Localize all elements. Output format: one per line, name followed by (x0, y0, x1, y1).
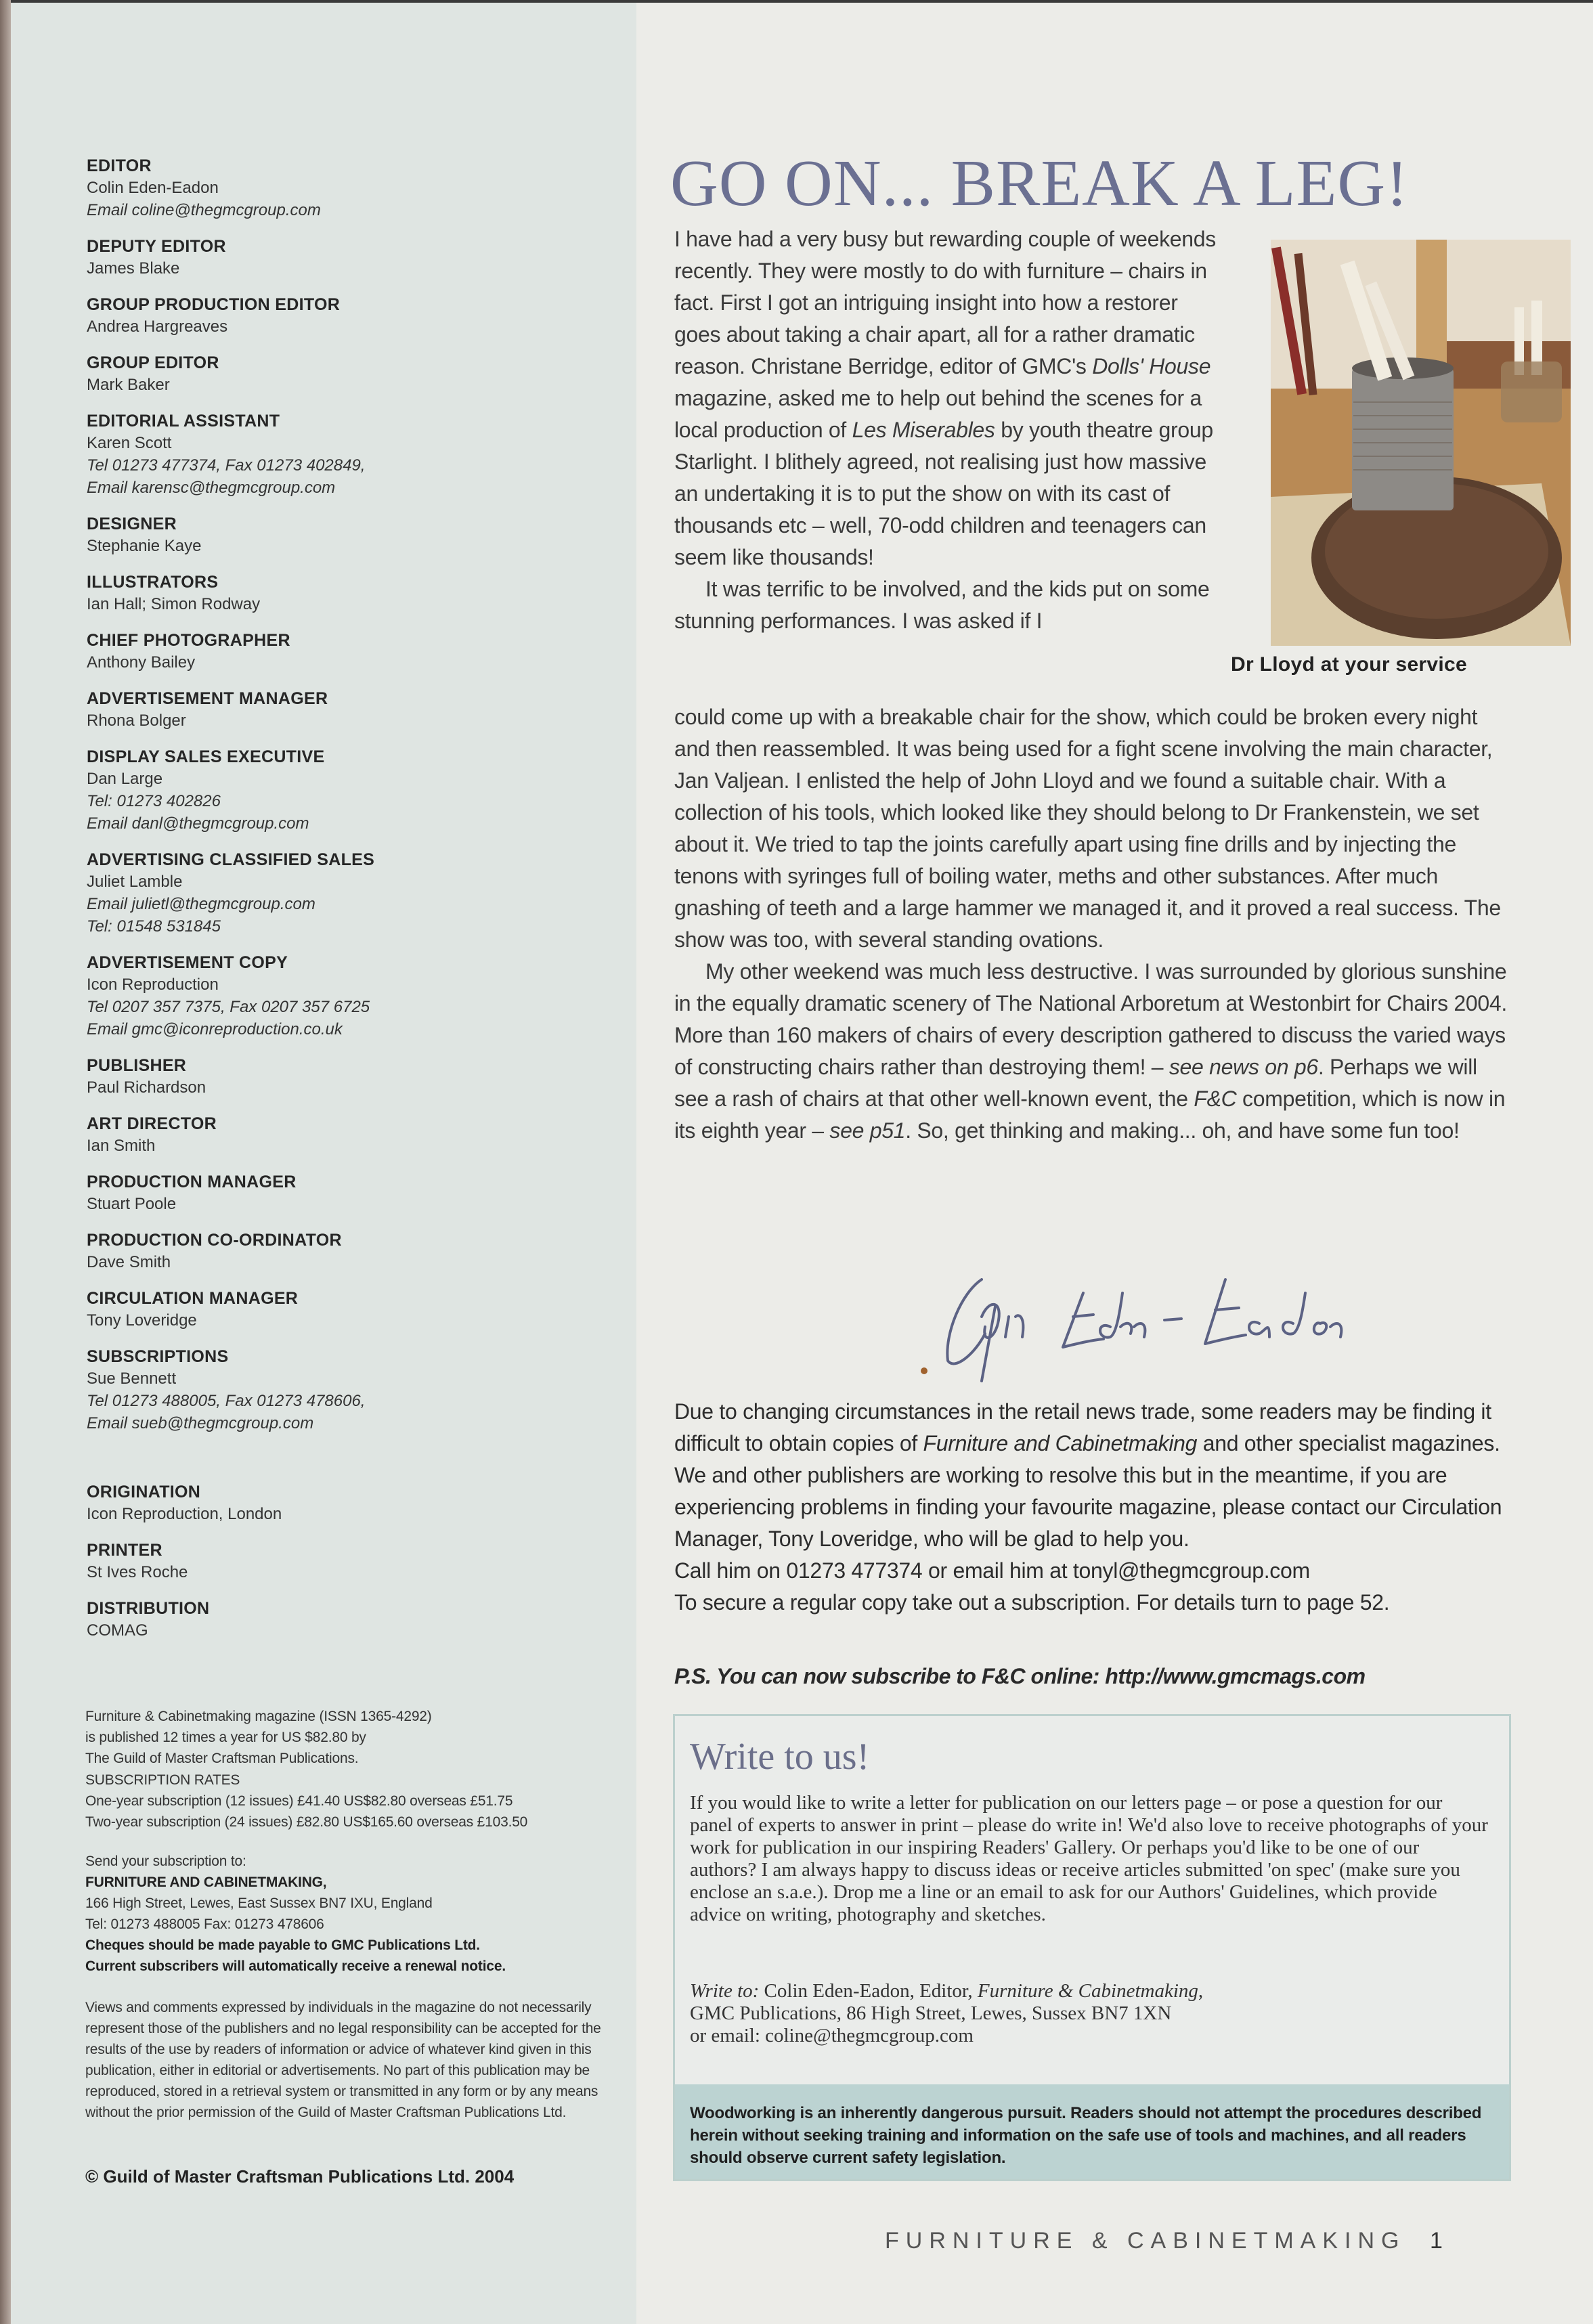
credit-contact: Tel: 01273 402826 (87, 792, 221, 810)
legal-disclaimer: Views and comments expressed by individuals in the magazine do not necessarily represent those of the publishers and no legal responsibility can be accepted for the results of the use by readers of information or advice of whatever kind given in this publication, either in editorial or advertisements. No part of this publication may be reproduced, stored in a retrieval system or transmitted in any form or by any means without the prior permission of the Guild of Master Craftsman Publications Ltd. (85, 2000, 601, 2120)
credit-role: ADVERTISEMENT MANAGER (87, 689, 328, 708)
subscription-rates (85, 1770, 627, 1833)
copyright-notice: © Guild of Master Craftsman Publications Ltd. 2004 (85, 2166, 515, 2187)
credit-role: SUBSCRIPTIONS (87, 1347, 229, 1366)
cheques-note: Cheques should be made payable to GMC Publications Ltd. (85, 1937, 480, 1953)
credit-name: Stuart Poole (87, 1195, 177, 1213)
write-to-us-box (673, 1714, 1511, 2181)
credit-name: Anthony Bailey (87, 653, 196, 672)
credit-role: PRODUCTION MANAGER (87, 1172, 297, 1191)
credit-contact: Tel 01273 477374, Fax 01273 402849, (87, 456, 366, 475)
credit-contact: Email coline@thegmcgroup.com (87, 201, 321, 219)
credit-name: Colin Eden-Eadon (87, 179, 219, 197)
credit-role: PUBLISHER (87, 1056, 187, 1075)
credit-name: Ian Hall; Simon Rodway (87, 595, 261, 613)
credit-contact: Email danl@thegmcgroup.com (87, 814, 309, 833)
issn-line: is published 12 times a year for US $82.80 by (85, 1730, 366, 1745)
credit-role: EDITOR (87, 156, 152, 175)
credit-name: Stephanie Kaye (87, 537, 202, 555)
postal-address: 166 High Street, Lewes, East Sussex BN7 IXU, England (85, 1895, 433, 1911)
credit-role: ADVERTISING CLASSIFIED SALES (87, 850, 375, 869)
article-paragraph-3: My other weekend was much less destructive. I was surrounded by glorious sunshine in the equally dramatic scenery of The National Arboretum at Westonbirt for Chairs 2004. More than 160 makers of chairs of every description gathered to discuss the varied ways of constructing chairs rather than destroying them! – see news on p6. Perhaps we will see a rash of chairs at that other well-known event, the F&C competition, which is now in its eighth year – see p51. So, get thinking and making... oh, and have some fun too! (674, 959, 1507, 1143)
credit-role: ADVERTISEMENT COPY (87, 953, 288, 972)
credit-role: GROUP EDITOR (87, 353, 219, 372)
editor-signature (907, 1252, 1530, 1388)
credit-role: PRINTER (87, 1541, 162, 1560)
credit-contact: Tel 01273 488005, Fax 01273 478606, (87, 1392, 366, 1410)
credit-name: St Ives Roche (87, 1563, 188, 1581)
credit-name: Rhona Bolger (87, 711, 186, 730)
signature-icon (907, 1252, 1530, 1388)
magazine-name: FURNITURE & CABINETMAKING (885, 2228, 1406, 2254)
circulation-notice: Due to changing circumstances in the retail news trade, some readers may be finding it difficult to obtain copies of Furniture and Cabinetmaking and other specialist magazines. We and other publishers are working to resolve this but in the meantime, if you are experiencing problems in finding your favourite magazine, please contact our Circulation Manager, Tony Loveridge, who will be glad to help you. Call him on 01273 477374 or email him at tonyl@thegmcgroup.com To secure a regular copy take out a subscription. For details turn to page 52. (674, 1396, 1514, 1619)
credit-name: Juliet Lamble (87, 873, 183, 891)
issn-line: The Guild of Master Craftsman Publications. (85, 1751, 359, 1766)
page-title: GO ON... BREAK A LEG! (670, 147, 1409, 220)
masthead-credits (87, 156, 615, 1642)
credit-role: CHIEF PHOTOGRAPHER (87, 631, 290, 650)
page-number: 1 (1429, 2228, 1449, 2254)
credit-name: Dave Smith (87, 1253, 171, 1271)
editor-email: or email: coline@thegmcgroup.com (690, 2025, 974, 2046)
credit-name: Paul Richardson (87, 1078, 206, 1097)
credit-role: ILLUSTRATORS (87, 573, 219, 592)
rates-heading: SUBSCRIPTION RATES (85, 1772, 240, 1788)
article-photo (1271, 240, 1571, 646)
issn-statement (85, 1706, 627, 1769)
credit-name: James Blake (87, 259, 180, 278)
credit-name: Dan Large (87, 770, 163, 788)
tel-fax: Tel: 01273 488005 Fax: 01273 478606 (85, 1916, 324, 1932)
article-paragraph-2 (674, 701, 1507, 1147)
write-to-us-body: If you would like to write a letter for publication on our letters page – or pose a question for our panel of experts to answer in print – please do write in! We'd also love to receive photographs of your work for publication in our inspiring Readers' Gallery. Or perhaps you'd like to be one of our authors? I am always happy to discuss ideas or receive articles submitted 'on spec' (make sure you enclose an s.a.e.). Drop me a line or an email to ask for our Authors' Guidelines, which provide advice on writing, photography and sketches. (690, 1792, 1488, 1925)
credit-contact: Email julietl@thegmcgroup.com (87, 895, 315, 913)
credit-role: ART DIRECTOR (87, 1114, 217, 1133)
rate-one-year: One-year subscription (12 issues) £41.40 US$82.80 overseas £51.75 (85, 1793, 513, 1809)
credit-role: CIRCULATION MANAGER (87, 1289, 299, 1308)
online-subscribe-link[interactable]: P.S. You can now subscribe to F&C online: http://www.gmcmags.com (674, 1664, 1366, 1688)
subscription-pointer: To secure a regular copy take out a subscription. For details turn to page 52. (674, 1590, 1390, 1615)
credit-name: Icon Reproduction (87, 975, 219, 994)
credit-name: COMAG (87, 1621, 148, 1640)
credit-role: PRODUCTION CO-ORDINATOR (87, 1231, 342, 1250)
credit-name: Andrea Hargreaves (87, 317, 228, 336)
article-paragraph-2-top: It was terrific to be involved, and the kids put on some stunning performances. I was asked if I (674, 577, 1210, 633)
credit-role: EDITORIAL ASSISTANT (87, 412, 280, 431)
page-footer (885, 2228, 1449, 2254)
credit-role: DEPUTY EDITOR (87, 237, 226, 256)
renewal-note: Current subscribers will automatically receive a renewal notice. (85, 1958, 506, 1974)
credit-name: Mark Baker (87, 376, 170, 394)
credit-role: DISTRIBUTION (87, 1599, 210, 1618)
write-to-address: Write to: Colin Eden-Eadon, Editor, Furniture & Cabinetmaking, GMC Publications, 86 High Street, Lewes, Sussex BN7 1XN or email: coline@thegmcgroup.com (690, 1980, 1489, 2047)
credit-name: Icon Reproduction, London (87, 1505, 282, 1523)
credit-role: ORIGINATION (87, 1483, 201, 1501)
credit-name: Tony Loveridge (87, 1311, 197, 1330)
credit-contact: Email karensc@thegmcgroup.com (87, 479, 336, 497)
tools-photo-illustration (1271, 240, 1571, 646)
credit-role: GROUP PRODUCTION EDITOR (87, 295, 341, 314)
credit-contact: Tel: 01548 531845 (87, 917, 221, 936)
send-to-label: Send your subscription to: (85, 1854, 246, 1869)
spacer (87, 1434, 615, 1467)
send-to-name: FURNITURE AND CABINETMAKING, (85, 1874, 327, 1890)
page-binding-edge (0, 0, 11, 2324)
issn-line: Furniture & Cabinetmaking magazine (ISSN 1365-4292) (85, 1709, 432, 1724)
postal-address: GMC Publications, 86 High Street, Lewes, Sussex BN7 1XN (690, 2002, 1172, 2024)
rate-two-year: Two-year subscription (24 issues) £82.80 US$165.60 overseas £103.50 (85, 1814, 528, 1830)
credit-role: DESIGNER (87, 514, 177, 533)
credit-contact: Email sueb@thegmcgroup.com (87, 1414, 314, 1432)
photo-caption: Dr Lloyd at your service (1231, 653, 1467, 676)
subscription-address (85, 1851, 627, 1977)
circulation-contact: Call him on 01273 477374 or email him at tonyl@thegmcgroup.com (674, 1558, 1310, 1583)
credit-role: DISPLAY SALES EXECUTIVE (87, 747, 325, 766)
credit-contact: Tel 0207 357 7375, Fax 0207 357 6725 (87, 998, 370, 1016)
credit-name: Sue Bennett (87, 1369, 177, 1388)
article-paragraph-1: I have had a very busy but rewarding couple of weekends recently. They were mostly to do with furniture – chairs in fact. First I got an intriguing insight into how a restorer goes about taking a chair apart, all for a rather dramatic reason. Christane Berridge, editor of GMC's Dolls' House magazine, asked me to help out behind the scenes for a local production of Les Miserables by youth theatre group Starlight. I blithely agreed, not realising just how massive an undertaking it is to put the show on with its cast of thousands etc – well, 70-odd children and teenagers can seem like thousands! It was terrific to be involved, and the kids put on some stunning performances. I was asked if I (674, 223, 1219, 637)
credit-name: Ian Smith (87, 1137, 156, 1155)
write-to-us-title: Write to us! (690, 1736, 870, 1778)
article-paragraph-2-text: could come up with a breakable chair for the show, which could be broken every night and then reassembled. It was being used for a fight scene involving the main character, Jan Valjean. I enlisted the help of John Lloyd and we found a suitable chair. With a collection of his tools, which looked like they should belong to Dr Frankenstein, we set about it. We tried to tap the joints carefully apart using fine drills and by injecting the tenons with syringes full of boiling water, meths and other substances. After much gnashing of teeth and a large hammer we managed it, and it proved a real success. The show was too, with several standing ovations. (674, 705, 1501, 952)
credit-contact: Email gmc@iconreproduction.co.uk (87, 1020, 343, 1038)
safety-warning: Woodworking is an inherently dangerous pursuit. Readers should not attempt the procedures described herein without seeking training and information on the safe use of tools and machines, and all readers should observe current safety legislation. (675, 2084, 1509, 2179)
credit-name: Karen Scott (87, 434, 172, 452)
